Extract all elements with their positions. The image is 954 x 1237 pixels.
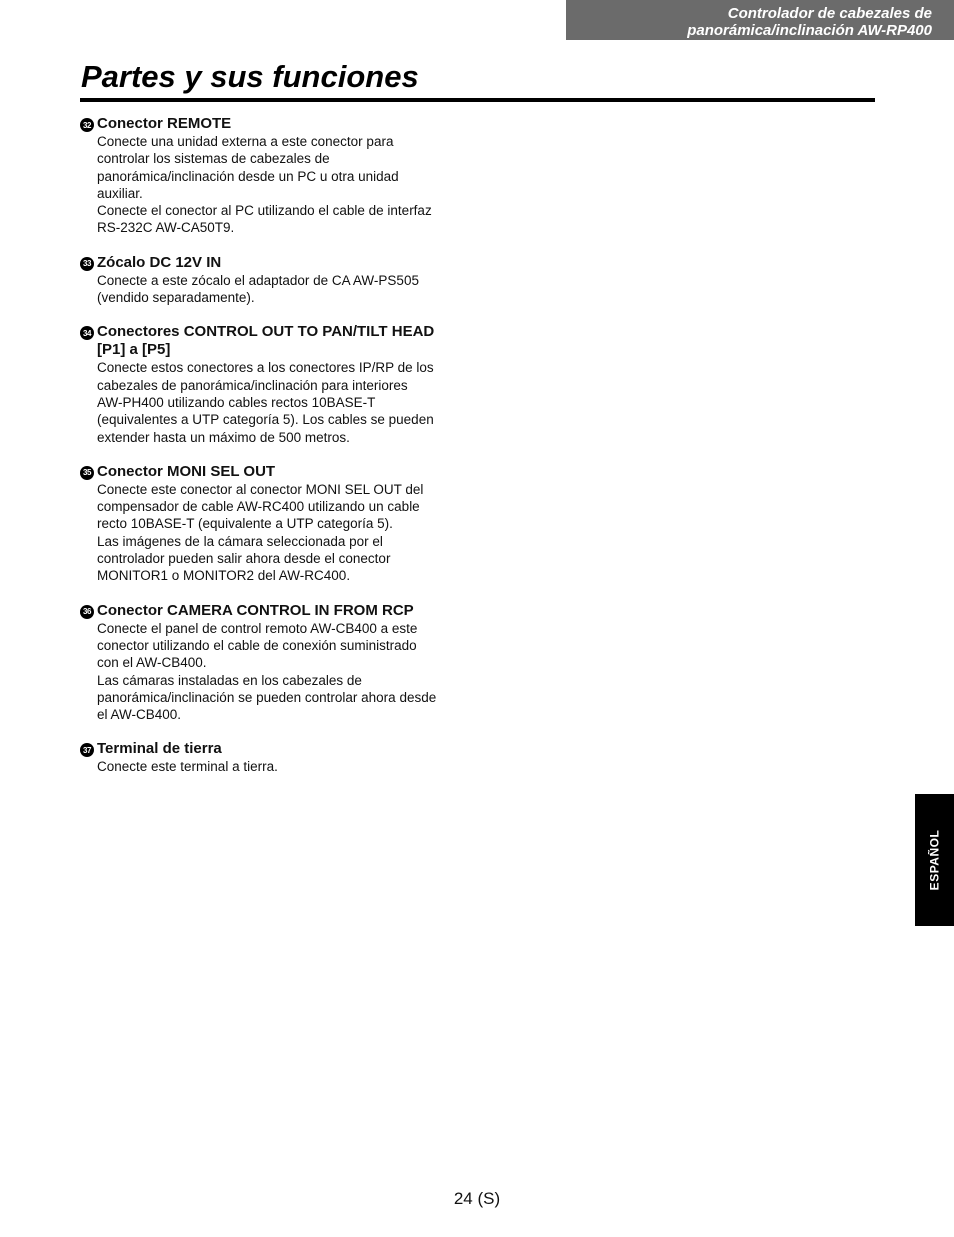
title-divider bbox=[80, 98, 875, 102]
body-text-line: (equivalentes a UTP categoría 5). Los cables se pueden bbox=[97, 412, 434, 428]
body-text-line: Conecte estos conectores a los conectores IP/RP de los bbox=[97, 360, 434, 376]
section-body bbox=[80, 481, 460, 585]
body-text-line: cabezales de panorámica/inclinación para interiores bbox=[97, 377, 408, 393]
section-title: Terminal de tierra bbox=[97, 740, 222, 758]
header-line-1: Controlador de cabezales de bbox=[727, 5, 932, 22]
section-item bbox=[80, 602, 460, 724]
body-text-line: Conecte una unidad externa a este conector para bbox=[97, 134, 394, 149]
body-text-line: con el AW-CB400. bbox=[97, 655, 207, 671]
section-title: Conector MONI SEL OUT bbox=[97, 462, 276, 480]
section-item bbox=[80, 740, 460, 775]
section-body bbox=[80, 272, 460, 307]
section-list bbox=[80, 115, 460, 793]
number-badge-icon: 35 bbox=[80, 466, 94, 480]
section-title: Conector REMOTE bbox=[97, 115, 232, 132]
body-text-line: Conecte este terminal a tierra. bbox=[97, 759, 278, 775]
section-item bbox=[80, 115, 460, 237]
body-text-line: controlador pueden salir ahora desde el conector bbox=[97, 551, 391, 567]
document-header bbox=[566, 0, 954, 40]
body-text-line: RS-232C AW-CA50T9. bbox=[97, 220, 235, 236]
body-text-line: (vendido separadamente). bbox=[97, 290, 255, 306]
number-badge-icon: 33 bbox=[80, 257, 94, 271]
section-body bbox=[80, 359, 460, 445]
body-text-line: auxiliar. bbox=[97, 185, 143, 201]
body-text-line: Conecte a este zócalo el adaptador de CA AW-PS505 bbox=[97, 272, 419, 288]
section-title: Conectores CONTROL OUT TO PAN/TILT HEAD [P1] a [P5] bbox=[97, 323, 435, 359]
language-tab bbox=[915, 794, 954, 926]
body-text-line: Conecte el conector al PC utilizando el cable de interfaz bbox=[97, 203, 432, 219]
header-line-2: panorámica/inclinación AW-RP400 bbox=[687, 22, 932, 39]
section-heading bbox=[80, 463, 460, 481]
body-text-line: el AW-CB400. bbox=[97, 707, 182, 723]
body-text-line: panorámica/inclinación desde un PC u otra unidad bbox=[97, 168, 399, 184]
section-heading bbox=[80, 323, 460, 359]
language-tab-label: ESPAÑOL bbox=[927, 829, 942, 891]
section-body bbox=[80, 758, 460, 775]
body-text-line: Las imágenes de la cámara seleccionada por el bbox=[97, 533, 383, 549]
number-badge-icon: 32 bbox=[80, 118, 94, 132]
section-heading bbox=[80, 602, 460, 620]
page-number: 24 (S) bbox=[453, 1189, 501, 1208]
body-text-line: Conecte este conector al conector MONI SEL OUT del bbox=[97, 481, 424, 497]
section-heading bbox=[80, 254, 460, 272]
number-badge-icon: 34 bbox=[80, 326, 94, 340]
body-text-line: compensador de cable AW-RC400 utilizando un cable bbox=[97, 499, 420, 515]
body-text-line: Conecte el panel de control remoto AW-CB400 a este bbox=[97, 620, 418, 636]
body-text-line: AW-PH400 utilizando cables rectos 10BASE-T bbox=[97, 394, 376, 410]
body-text-line: MONITOR1 o MONITOR2 del AW-RC400. bbox=[97, 568, 351, 584]
section-heading bbox=[80, 740, 460, 758]
body-text-line: extender hasta un máximo de 500 metros. bbox=[97, 429, 350, 445]
body-text-line: recto 10BASE-T (equivalente a UTP categoría 5). bbox=[97, 516, 393, 532]
section-item bbox=[80, 254, 460, 307]
section-body bbox=[80, 620, 460, 724]
page-title: Partes y sus funciones bbox=[81, 59, 419, 94]
section-item bbox=[80, 463, 460, 585]
number-badge-icon: 37 bbox=[80, 743, 94, 757]
body-text-line: controlar los sistemas de cabezales de bbox=[97, 151, 330, 167]
body-text-line: conector utilizando el cable de conexión suministrado bbox=[97, 637, 417, 653]
section-title: Conector CAMERA CONTROL IN FROM RCP bbox=[97, 601, 414, 619]
section-title: Zócalo DC 12V IN bbox=[97, 253, 222, 271]
number-badge-icon: 36 bbox=[80, 605, 94, 619]
body-text-line: panorámica/inclinación se pueden controlar ahora desde bbox=[97, 689, 437, 705]
section-body bbox=[80, 133, 460, 237]
section-item bbox=[80, 323, 460, 445]
body-text-line: Las cámaras instaladas en los cabezales de bbox=[97, 672, 362, 688]
section-heading bbox=[80, 115, 460, 133]
